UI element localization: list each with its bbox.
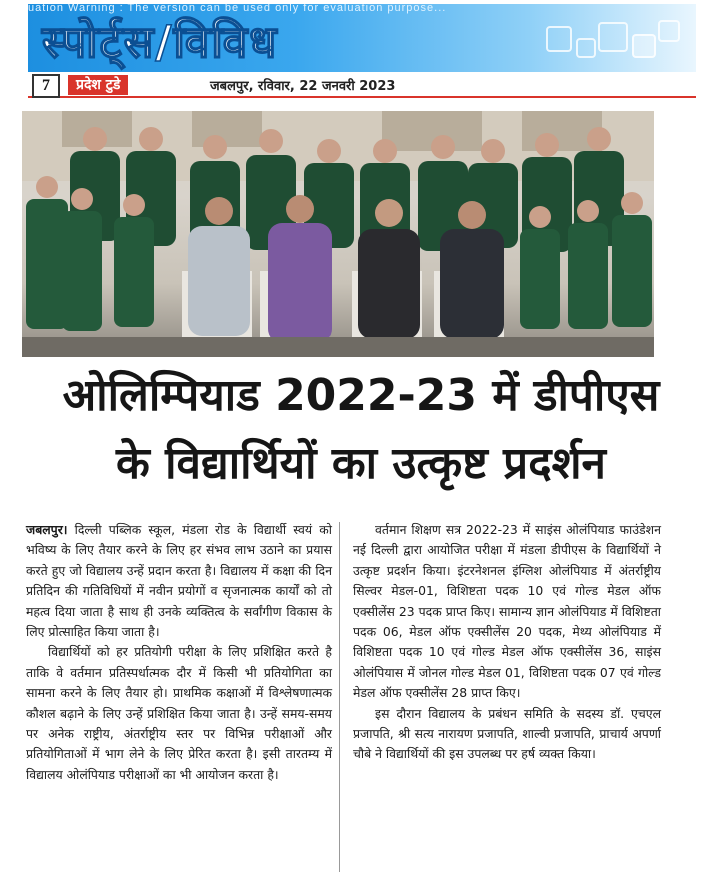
article-paragraph: विद्यार्थियों को हर प्रतियोगी परीक्षा के लिए प्रशिक्षित करते है ताकि वे वर्तमान प्रतिस्पर्धात्मक दौर में किसी भी प्रतियोगिता का सामना करने के लिए तैयार हो। प्राथमिक कक्षाओं में विश्लेषणात्मक कौशल बढ़ाने के लिए उन्हें प्रशिक्षित किया जाता है। उन्हें समय-समय पर अनेक राष्ट्रीय, अंतर्राष्ट्रीय स्तर पर विभिन्न परीक्षाओं और प्रतियोगिताओं में भाग लेने के लिए प्रेरित करता है। इसी तारतम्य में विद्यालय ओलंपियाड परीक्षाओं का भी आयोजन करता है। bbox=[26, 644, 332, 782]
group-photo-illustration bbox=[22, 111, 654, 357]
article-paragraph bbox=[26, 520, 332, 642]
evaluation-watermark: uation Warning : The version can be used only for evaluation purpose... bbox=[28, 4, 447, 14]
page-number: 7 bbox=[32, 74, 60, 98]
headline-line-1: ओलिम्पियाड 2022-23 में डीपीएस bbox=[62, 370, 660, 421]
decorative-squares-icon bbox=[536, 18, 686, 64]
group-photo bbox=[22, 111, 654, 357]
article-column-2 bbox=[353, 520, 661, 765]
headline-line-2: के विद्यार्थियों का उत्कृष्ट प्रदर्शन bbox=[116, 438, 606, 489]
dateline-bar bbox=[28, 74, 696, 98]
article-paragraph: इस दौरान विद्यालय के प्रबंधन समिति के सदस्य डॉ. एचएल प्रजापति, श्री सत्य नारायण प्रजापति, शाल्वी प्रजापति, प्राचार्य अपर्णा चौबे ने विद्यार्थियों की इस उपलब्ध पर हर्ष व्यक्त किया। bbox=[353, 705, 661, 762]
column-divider bbox=[339, 522, 340, 872]
place-date: जबलपुर, रविवार, 22 जनवरी 2023 bbox=[210, 79, 396, 94]
article-paragraph-text: दिल्ली पब्लिक स्कूल, मंडला रोड के विद्यार्थी स्वयं को भविष्य के लिए तैयार करने के लिए हर संभव लाभ उठाने का प्रयास करते हुए जो विद्यालय उन्हें प्रदान करता है। विद्यालय में कक्षा की दिन प्रतिदिन की गतिविधियों में नवीन प्रयोगों व सृजनात्मक कार्यों को तो महत्व दिया जाता है साथ ही उनके व्यक्तित्व के सर्वांगीण विकास के लिए प्रोत्साहित किया जाता है। bbox=[26, 522, 332, 640]
section-title: स्पोर्ट्स/विविध bbox=[42, 17, 279, 68]
article-dateline: जबलपुर। bbox=[26, 522, 68, 537]
article-paragraph: वर्तमान शिक्षण सत्र 2022-23 में साइंस ओलंपियाड फाउंडेशन नई दिल्ली द्वारा आयोजित परीक्षा में मंडला डीपीएस के विद्यार्थियों ने उत्कृष्ट प्रदर्शन किया। इंटरनेशनल इंग्लिश ओलंपियाड में अंतर्राष्ट्रीय सिल्वर मेडल-01, विशिष्टता पदक 10 एवं गोल्ड मेडल ऑफ एक्सीलेंस 23 पदक प्राप्त किए। सामान्य ज्ञान ओलंपियाड में विशिष्टता पदक 06, मेडल ऑफ एक्सीलेंस 20 पदक, मेथ्य ओलंपियाड में विशिष्टता पदक 10 एवं गोल्ड मेडल ऑफ एक्सीलेंस 36, साइंस ओलंपियास में जोनल गोल्ड मेडल 01, विशिष्टता पदक 07 एवं गोल्ड मेडल ऑफ एक्सीलेंस 28 प्राप्त किए। bbox=[353, 522, 661, 701]
publication-name: प्रदेश टुडे bbox=[68, 75, 128, 95]
article-column-1 bbox=[26, 520, 332, 785]
section-banner bbox=[28, 4, 696, 72]
